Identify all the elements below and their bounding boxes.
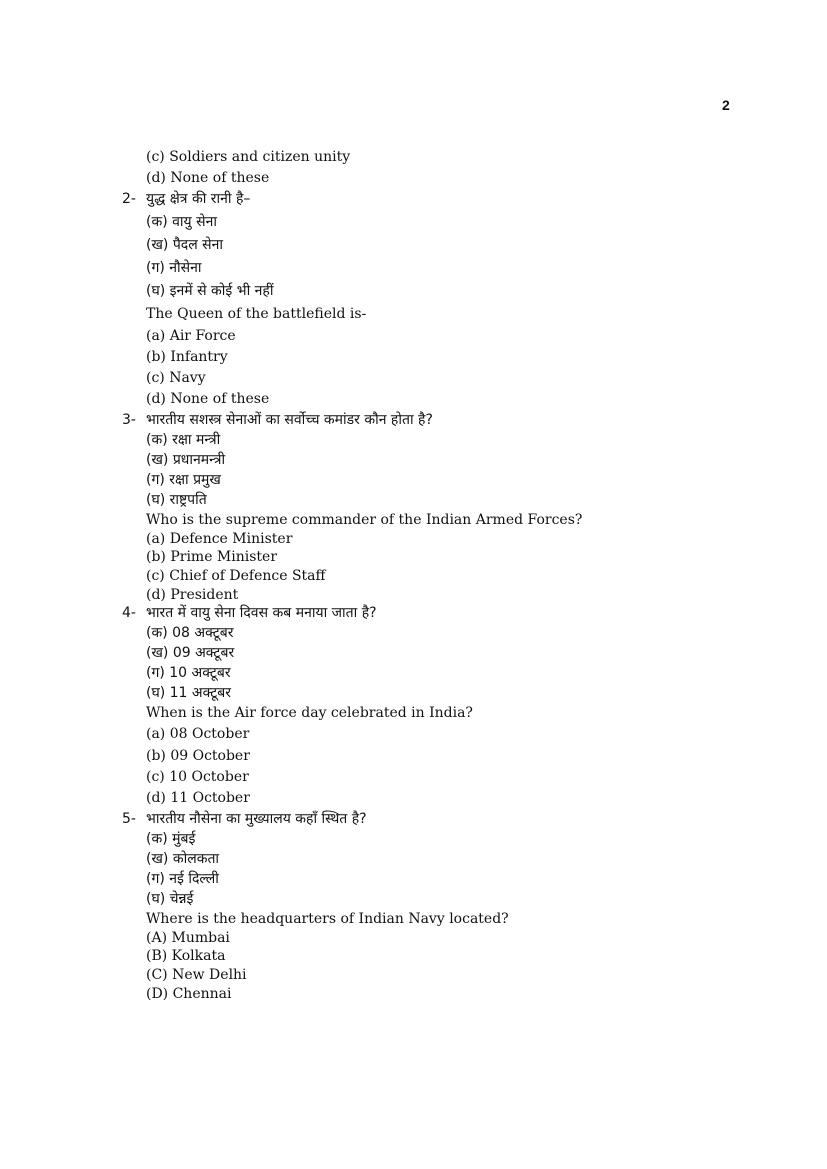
option-hindi: (घ) इनमें से कोई भी नहीं <box>146 283 274 299</box>
question-hindi <box>122 190 250 208</box>
option-english: (a) Air Force <box>146 328 236 344</box>
option-english: (b) Prime Minister <box>146 549 278 565</box>
question-hindi <box>122 810 367 828</box>
page-number: 2 <box>722 97 730 113</box>
option-text: (d) None of these <box>146 170 270 186</box>
option-english: (c) 10 October <box>146 769 249 785</box>
question-text: भारतीय सशस्त्र सेनाओं का सर्वोच्च कमांडर कौन होता है? <box>146 412 433 428</box>
option-hindi: (ग) 10 अक्टूबर <box>146 665 231 681</box>
option-hindi: (घ) राष्ट्रपति <box>146 492 207 508</box>
question-number: 4- <box>122 605 136 621</box>
option-hindi: (ग) नौसेना <box>146 260 202 276</box>
option-english: (A) Mumbai <box>146 930 230 946</box>
option-english: (D) Chennai <box>146 986 232 1002</box>
option-hindi: (क) 08 अक्टूबर <box>146 625 234 641</box>
option-hindi: (क) रक्षा मन्त्री <box>146 432 221 448</box>
option-english: (a) 08 October <box>146 726 250 742</box>
question-english: The Queen of the battlefield is- <box>146 306 367 322</box>
option-english: (c) Navy <box>146 370 206 386</box>
option-hindi: (ग) नई दिल्ली <box>146 871 219 887</box>
question-number: 2- <box>122 191 136 207</box>
option-english: (b) 09 October <box>146 748 250 764</box>
option-hindi: (घ) चेन्नई <box>146 891 194 907</box>
question-english: Who is the supreme commander of the Indian Armed Forces? <box>146 512 583 528</box>
option-english: (C) New Delhi <box>146 967 247 983</box>
option-hindi: (ग) रक्षा प्रमुख <box>146 472 221 488</box>
option-hindi: (ख) 09 अक्टूबर <box>146 645 235 661</box>
option-english: (d) 11 October <box>146 790 250 806</box>
option-hindi: (घ) 11 अक्टूबर <box>146 685 232 701</box>
question-hindi <box>122 604 377 622</box>
option-english: (a) Defence Minister <box>146 531 293 547</box>
question-number: 3- <box>122 412 136 428</box>
question-text: भारत में वायु सेना दिवस कब मनाया जाता है? <box>146 605 377 621</box>
question-number: 5- <box>122 811 136 827</box>
option-hindi: (क) वायु सेना <box>146 214 217 230</box>
option-english: (c) Chief of Defence Staff <box>146 568 326 584</box>
question-english: Where is the headquarters of Indian Navy located? <box>146 911 509 927</box>
option-hindi: (ख) पैदल सेना <box>146 237 224 253</box>
option-english: (d) None of these <box>146 391 270 407</box>
question-hindi <box>122 411 433 429</box>
option-english: (B) Kolkata <box>146 948 226 964</box>
option-hindi: (ख) कोलकता <box>146 851 220 867</box>
question-text: युद्ध क्षेत्र की रानी है– <box>146 191 251 207</box>
option-hindi: (ख) प्रधानमन्त्री <box>146 452 226 468</box>
option-text: (c) Soldiers and citizen unity <box>146 149 351 165</box>
question-text: भारतीय नौसेना का मुख्यालय कहाँ स्थित है? <box>146 811 367 827</box>
option-english: (d) President <box>146 587 239 603</box>
option-english: (b) Infantry <box>146 349 228 365</box>
option-hindi: (क) मुंबई <box>146 831 196 847</box>
question-english: When is the Air force day celebrated in India? <box>146 705 473 721</box>
